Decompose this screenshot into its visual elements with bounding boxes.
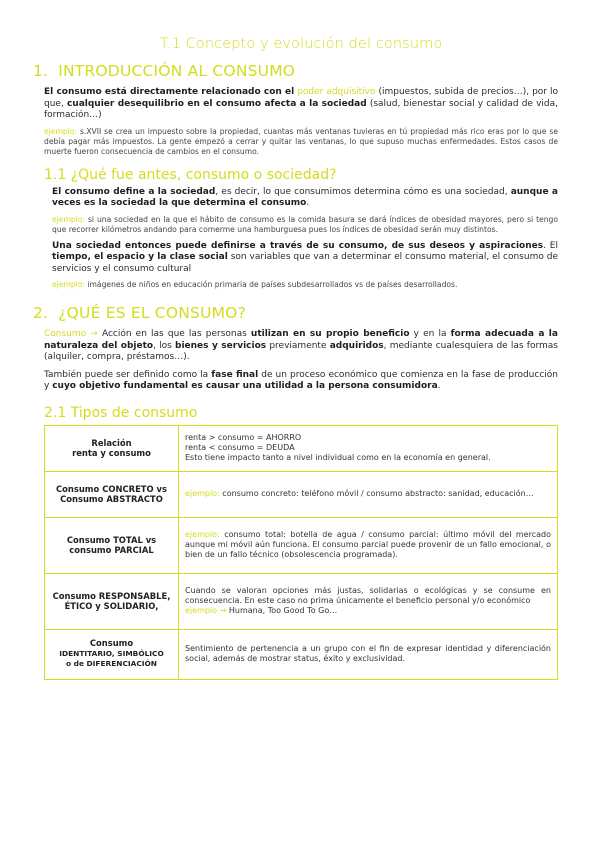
section-2-number: 2.: [33, 304, 49, 322]
consumo-term: Consumo →: [44, 329, 98, 339]
example-label: ejemplo:: [44, 126, 77, 136]
example-text: s.XVII se crea un impuesto sobre la propiedad, cuantas más ventanas tuvieras en tú propiedad más rico eras por lo que se debía pagar más impuestos. La gente empezó a cerrar y quitar las ventanas, lo que supuso muchas enfermedades. Estos casos de muerte fueron consecuencia de cambios en el consumo.: [44, 126, 558, 156]
section-1-number: 1.: [33, 62, 49, 80]
row-key: [45, 425, 179, 471]
row-key: [45, 629, 179, 679]
def2-text-3: .: [437, 381, 441, 391]
def2-text-1: También puede ser definido como la: [44, 369, 209, 380]
sociedad-paragraph-2: [52, 241, 558, 276]
value-line: renta < consumo = DEUDA: [185, 443, 295, 452]
consumo-definition-2: [44, 370, 558, 393]
section-1-heading: [33, 62, 558, 80]
row-value: [179, 517, 558, 573]
key-line: o de DIFERENCIACIÓN: [66, 659, 157, 669]
key-line: Consumo TOTAL vs: [66, 534, 157, 545]
row-key: [45, 471, 179, 517]
intro-text-1: (impuestos, subida de precios…), por lo que,: [44, 87, 558, 109]
sociedad-bold-1: El consumo define a la sociedad: [52, 186, 216, 197]
intro-bold-1: El consumo está directamente relacionado con el: [44, 87, 295, 97]
section-1-title: INTRODUCCIÓN AL CONSUMO: [58, 62, 296, 80]
row-value: [179, 425, 558, 471]
def-text-4: previamente: [269, 340, 327, 351]
key-line: Relación: [91, 437, 132, 448]
def2-text-2: de un proceso económico que comienza en la fase de producción y: [44, 369, 558, 391]
value-text: Humana, Too Good To Go…: [228, 606, 338, 615]
def-bold-2: forma adecuada a la naturaleza del objeto: [44, 329, 558, 351]
poder-adquisitivo-highlight: poder adquisitivo: [297, 87, 376, 97]
row-value: [179, 573, 558, 629]
value-text: Cuando se valoran opciones más justas, solidarias o ecológicas y se consume en consecuencia. En este caso no prima únicamente el beneficio personal y/o económico: [185, 586, 551, 605]
example-text: si una sociedad en la que el hábito de consumo es la comida basura se dará índices de obesidad mayores, pero si tengo que recorrer kilómetros andando para comerme una hamburguesa pues los índices de obesidad serán muy distintos.: [52, 214, 558, 234]
key-line: Consumo RESPONSABLE,: [52, 590, 171, 601]
example-label: ejemplo:: [52, 280, 85, 289]
row-key: [45, 573, 179, 629]
row-value: [179, 629, 558, 679]
value-text: consumo total: botella de agua / consumo parcial: último móvil del mercado aunque mi móvil aún funciona. El consumo parcial puede provenir de un fallo emocional, o bien de un fallo técnico (obsolescencia programada).: [185, 530, 551, 559]
value-line: Esto tiene impacto tanto a nivel individual como en la economía en general.: [185, 453, 491, 462]
def2-bold-2: cuyo objetivo fundamental es causar una utilidad a la persona consumidora: [52, 381, 438, 391]
intro-text-2: (salud, bienestar social y calidad de vida, formación…): [44, 98, 558, 120]
sociedad-paragraph-1: [52, 187, 558, 210]
def-text-2: y en la: [413, 329, 447, 339]
row-key: [45, 517, 179, 573]
value-text: Sentimiento de pertenencia a un grupo con el fin de expresar identidad y diferenciación social, además de mostrar status, éxito y exclusividad.: [185, 644, 551, 663]
table-row: [45, 471, 558, 517]
sociedad-text-1: , es decir, lo que consumimos determina cómo es una sociedad,: [215, 186, 508, 197]
section-2-title: ¿QUÉ ES EL CONSUMO?: [58, 304, 247, 322]
sociedad-text-3: . El: [543, 240, 558, 251]
intro-bold-2: cualquier desequilibrio en el consumo afecta a la sociedad: [66, 98, 367, 109]
document-title: T.1 Concepto y evolución del consumo: [159, 36, 443, 52]
sociedad-bold-3: Una sociedad entonces puede definirse a través de su consumo, de sus deseos y aspiraciones: [52, 240, 544, 251]
sociedad-text-4: son variables que van a determinar el consumo material, el consumo de servicios y el consumo cultural: [52, 252, 558, 274]
sociedad-bold-4: tiempo, el espacio y la clase social: [52, 252, 228, 262]
key-line: Consumo: [89, 638, 134, 649]
example-label: ejemplo:: [52, 214, 85, 224]
key-line: Consumo ABSTRACTO: [60, 494, 163, 504]
sociedad-example-2: [52, 280, 558, 290]
table-row: [45, 517, 558, 573]
table-row: [45, 629, 558, 679]
def-bold-4: adquiridos: [329, 340, 384, 351]
def2-bold-1: fase final: [211, 369, 259, 380]
sociedad-text-2: .: [306, 198, 310, 208]
key-line: consumo PARCIAL: [69, 545, 154, 555]
section-2-heading: [33, 304, 558, 322]
sociedad-bold-2: aunque a veces es la sociedad la que determina el consumo: [52, 186, 558, 208]
key-line: Consumo CONCRETO vs: [56, 483, 167, 494]
row-value: [179, 471, 558, 517]
def-text-1: Acción en las que las personas: [101, 329, 247, 339]
table-row: [45, 573, 558, 629]
example-label: ejemplo:: [185, 489, 220, 498]
example-label: ejemplo:: [185, 530, 220, 539]
tipos-consumo-table: [44, 425, 558, 680]
def-text-5: , mediante cualesquiera de las formas (alquiler, compra, préstamos…).: [44, 340, 558, 362]
def-bold-1: utilizan en su propio beneficio: [250, 329, 410, 339]
key-line: IDENTITARIO, SIMBÓLICO: [59, 648, 164, 658]
consumo-definition: [44, 329, 558, 364]
section-1-1-heading: 1.1 ¿Qué fue antes, consumo o sociedad?: [44, 166, 337, 183]
example-label: ejemplo →: [185, 606, 227, 615]
section-2-1-heading: 2.1 Tipos de consumo: [44, 404, 198, 421]
value-text: consumo concreto: teléfono móvil / consumo abstracto: sanidad, educación…: [222, 489, 534, 498]
key-line: ÉTICO y SOLIDARIO,: [64, 601, 159, 611]
intro-example: [44, 127, 558, 157]
intro-paragraph: [44, 87, 558, 122]
section-1-1-body: [44, 187, 558, 291]
sociedad-example-1: [52, 215, 558, 235]
def-text-3: , los: [153, 340, 172, 351]
key-line: renta y consumo: [72, 448, 151, 458]
def-bold-3: bienes y servicios: [175, 340, 267, 351]
value-line: renta > consumo = AHORRO: [185, 433, 302, 442]
table-row: [45, 425, 558, 471]
example-text: imágenes de niños en educación primaria de países subdesarrollados vs de países desarrollados.: [87, 280, 458, 289]
